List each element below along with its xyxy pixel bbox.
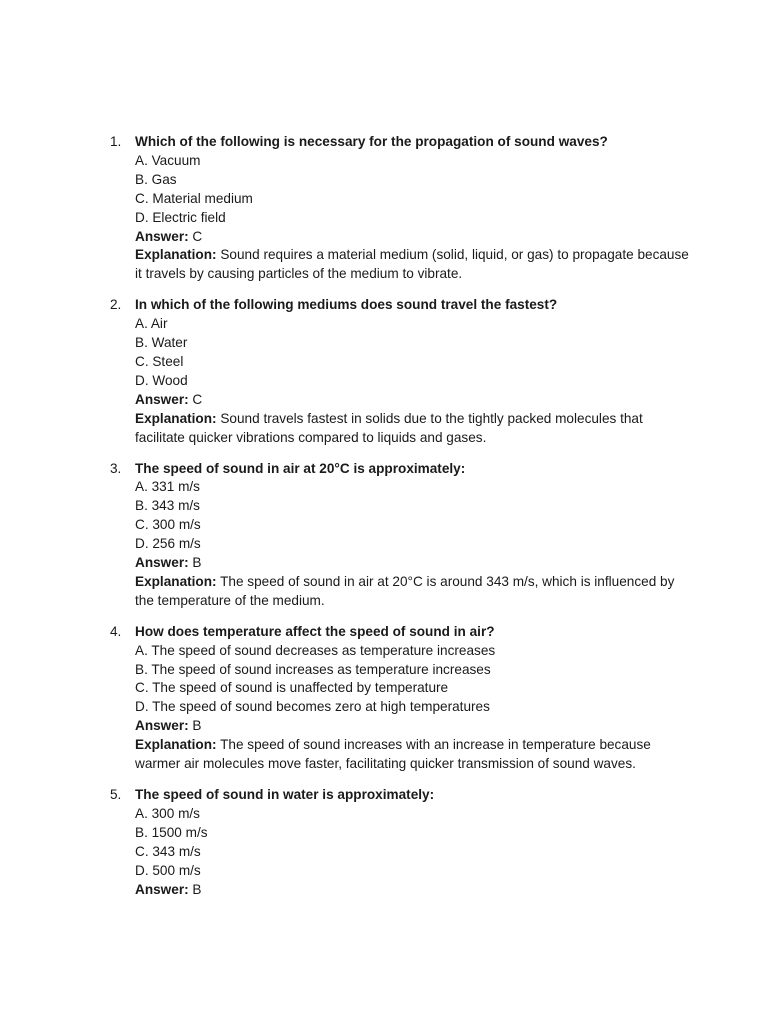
question-text: In which of the following mediums does sound travel the fastest? xyxy=(135,297,558,313)
question-number: 3. xyxy=(110,460,122,476)
question-text: Which of the following is necessary for the propagation of sound waves? xyxy=(135,134,608,149)
answer-option: C. 300 m/s xyxy=(135,517,201,533)
answer-option: A. Vacuum xyxy=(135,152,201,168)
explanation-text: The speed of sound increases with an increase in temperature because warmer air molecules move faster, facilitating quicker transmission of sound waves. xyxy=(135,737,651,772)
answer-value: B xyxy=(188,555,202,571)
question-item xyxy=(110,460,690,611)
explanation-label: Explanation: xyxy=(135,573,217,589)
answer-label: Answer: xyxy=(135,881,189,897)
answer-option: B. Gas xyxy=(135,171,177,187)
answer-option: D. 256 m/s xyxy=(135,536,201,552)
question-item xyxy=(110,623,690,774)
answer-option: B. 343 m/s xyxy=(135,498,200,514)
explanation-text: Sound requires a material medium (solid, liquid, or gas) to propagate because it travels by causing particles of the medium to vibrate. xyxy=(135,247,689,282)
answer-label: Answer: xyxy=(135,228,189,244)
explanation xyxy=(135,573,690,611)
answer-option: B. Water xyxy=(135,335,188,351)
question-text: The speed of sound in air at 20°C is approximately: xyxy=(135,460,466,476)
answer-line xyxy=(135,554,690,573)
answer-line xyxy=(135,881,690,900)
answer-option: C. The speed of sound is unaffected by temperature xyxy=(135,680,449,696)
question-number: 2. xyxy=(110,297,122,313)
question-item xyxy=(110,296,690,447)
answer-value: B xyxy=(188,718,202,734)
answer-line xyxy=(135,228,690,247)
answer-option: A. Air xyxy=(135,316,168,332)
answer-option: C. 343 m/s xyxy=(135,843,201,859)
question-item xyxy=(110,786,690,899)
question-number: 5. xyxy=(110,787,122,802)
explanation xyxy=(135,736,690,774)
answer-value: B xyxy=(188,881,202,897)
answer-option: A. 300 m/s xyxy=(135,805,200,821)
answer-value: C xyxy=(188,391,203,407)
answer-option: A. The speed of sound decreases as temperature increases xyxy=(135,642,496,658)
question-list xyxy=(110,133,690,911)
question-text: How does temperature affect the speed of sound in air? xyxy=(135,623,495,639)
explanation xyxy=(135,410,690,448)
answer-line xyxy=(135,391,690,410)
answer-option: D. 500 m/s xyxy=(135,862,201,878)
answer-label: Answer: xyxy=(135,718,189,734)
answer-label: Answer: xyxy=(135,391,189,407)
answer-label: Answer: xyxy=(135,555,189,571)
question-number: 1. xyxy=(110,134,122,149)
answer-option: D. Electric field xyxy=(135,209,226,225)
question-number: 4. xyxy=(110,623,122,639)
explanation-label: Explanation: xyxy=(135,410,217,426)
answer-value: C xyxy=(188,228,203,244)
explanation-text: The speed of sound in air at 20°C is around 343 m/s, which is influenced by the temperature of the medium. xyxy=(135,573,675,608)
explanation xyxy=(135,246,690,284)
answer-option: C. Material medium xyxy=(135,190,253,206)
answer-option: B. 1500 m/s xyxy=(135,824,208,840)
answer-option: D. Wood xyxy=(135,372,188,388)
answer-option: B. The speed of sound increases as temperature increases xyxy=(135,661,491,677)
answer-option: A. 331 m/s xyxy=(135,479,200,495)
explanation-text: Sound travels fastest in solids due to the tightly packed molecules that facilitate quicker vibrations compared to liquids and gases. xyxy=(135,410,643,445)
answer-option: C. Steel xyxy=(135,353,184,369)
question-item xyxy=(110,133,690,284)
explanation-label: Explanation: xyxy=(135,737,217,753)
answer-line xyxy=(135,717,690,736)
explanation-label: Explanation: xyxy=(135,247,217,263)
answer-option: D. The speed of sound becomes zero at high temperatures xyxy=(135,699,490,715)
question-text: The speed of sound in water is approximately: xyxy=(135,787,435,802)
